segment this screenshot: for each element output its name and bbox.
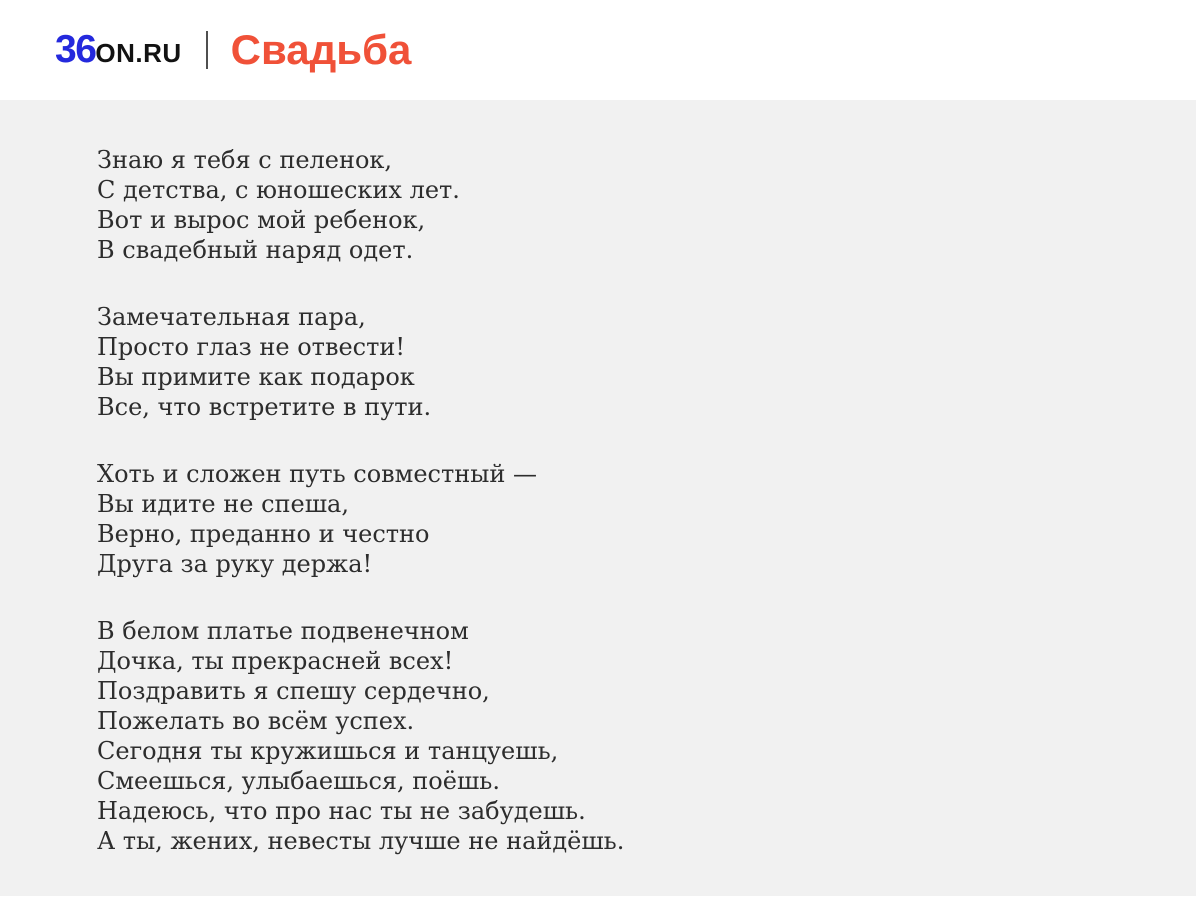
poem-line: Все, что встретите в пути. (97, 393, 432, 421)
poem-line: Хоть и сложен путь совместный — (97, 460, 537, 488)
poem-line: В белом платье подвенечном (97, 617, 469, 645)
poem-line: Просто глаз не отвести! (97, 333, 406, 361)
poem-line: Замечательная пара, (97, 303, 366, 331)
poem-line: Надеюсь, что про нас ты не забудешь. (97, 797, 586, 825)
poem-stanza-1 (97, 145, 1156, 265)
poem-line: А ты, жених, невесты лучше не найдёшь. (97, 827, 625, 855)
poem-line: Поздравить я спешу сердечно, (97, 677, 490, 705)
poem-line: Знаю я тебя с пеленок, (97, 146, 393, 174)
poem-line: Вы идите не спеша, (97, 490, 349, 518)
poem-stanza-2 (97, 302, 1156, 422)
poem-line: Смеешься, улыбаешься, поёшь. (97, 767, 500, 795)
poem-content (0, 100, 1196, 896)
poem-stanza-3 (97, 459, 1156, 579)
site-logo[interactable] (55, 28, 182, 72)
poem-line: Друга за руку держа! (97, 550, 373, 578)
logo-part-onru: ON.RU (95, 38, 182, 68)
poem-line: Вы примите как подарок (97, 363, 415, 391)
header-divider (206, 31, 208, 69)
poem-line: Вот и вырос мой ребенок, (97, 206, 426, 234)
logo-part-36: 36 (55, 28, 96, 71)
poem-line: Сегодня ты кружишься и танцуешь, (97, 737, 559, 765)
poem-stanza-4 (97, 616, 1156, 856)
poem-line: С детства, с юношеских лет. (97, 176, 460, 204)
poem-line: Пожелать во всём успех. (97, 707, 415, 735)
section-title: Свадьба (230, 26, 412, 73)
poem-line: Верно, преданно и честно (97, 520, 430, 548)
site-header (0, 0, 1200, 100)
poem-line: В свадебный наряд одет. (97, 236, 414, 264)
poem-line: Дочка, ты прекрасней всех! (97, 647, 454, 675)
